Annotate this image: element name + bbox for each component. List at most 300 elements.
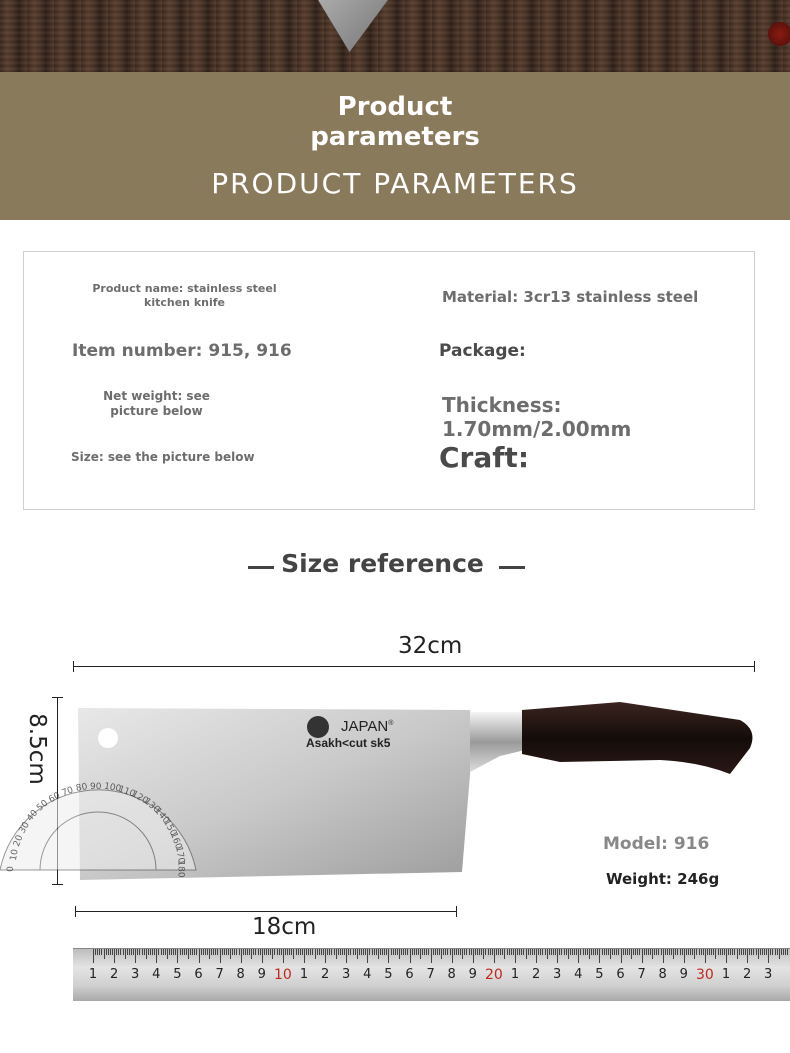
ruler-tick — [154, 949, 155, 955]
ruler-tick — [274, 949, 275, 955]
ruler-tick — [599, 949, 600, 963]
ruler-tick — [639, 949, 640, 955]
spice-image — [768, 22, 790, 46]
banner-title-line2: parameters — [310, 122, 480, 152]
ruler-tick — [454, 949, 455, 955]
ruler-tick — [317, 949, 318, 955]
ruler-tick — [384, 949, 385, 955]
ruler-tick — [680, 949, 681, 955]
ruler-tick — [464, 949, 465, 955]
ruler-tick — [262, 949, 263, 963]
ruler-tick — [137, 949, 138, 955]
ruler-tick — [249, 949, 250, 955]
ruler-tick — [439, 949, 440, 955]
ruler-tick — [285, 949, 286, 955]
ruler-tick — [268, 949, 269, 955]
ruler-tick — [192, 949, 193, 955]
ruler-number: 1 — [721, 967, 731, 982]
ruler-number: 8 — [658, 967, 667, 982]
ruler-tick — [135, 949, 136, 963]
ruler-number: 7 — [426, 967, 435, 982]
ruler-tick — [534, 949, 535, 955]
ruler-number: 6 — [616, 967, 625, 982]
ruler-number: 2 — [109, 967, 119, 982]
ruler-tick — [485, 949, 486, 955]
ruler-tick — [703, 949, 704, 955]
blade-height-label: 8.5cm — [24, 713, 50, 785]
ruler-number: 1 — [88, 967, 98, 982]
ruler-tick — [258, 949, 259, 955]
ruler-tick — [749, 949, 750, 955]
handle-shape — [522, 702, 752, 774]
ruler-number: 6 — [194, 967, 203, 982]
banner-subtitle: PRODUCT PARAMETERS — [211, 167, 579, 200]
ruler-tick — [709, 949, 710, 955]
ruler-tick — [443, 949, 444, 955]
ruler-tick — [772, 949, 773, 955]
ruler-tick — [291, 949, 292, 955]
ruler-number: 5 — [595, 967, 604, 982]
ruler-tick — [129, 949, 130, 955]
protractor-number: 20 — [12, 833, 26, 849]
ruler-tick — [466, 949, 467, 955]
ruler-tick — [667, 949, 668, 955]
ruler-tick — [296, 949, 297, 955]
ruler-tick — [101, 949, 102, 955]
ruler-tick — [418, 949, 419, 955]
ruler-tick — [334, 949, 335, 955]
ruler-tick — [426, 949, 427, 955]
knife-engraving: Asakh<cut sk5 — [306, 736, 391, 750]
ruler-tick — [644, 949, 645, 955]
ruler-tick — [433, 949, 434, 955]
ruler-tick — [549, 949, 550, 955]
ruler-number: 20 — [484, 967, 503, 983]
protractor-number: 150 — [160, 818, 179, 838]
ruler-tick — [95, 949, 96, 955]
ruler-tick — [186, 949, 187, 955]
ruler-tick — [762, 949, 763, 955]
total-length-cap-left — [73, 661, 74, 672]
net-weight: Net weight: see picture below — [103, 389, 210, 418]
ruler-tick — [194, 949, 195, 955]
ruler-tick — [397, 949, 398, 955]
ruler-tick — [447, 949, 448, 955]
protractor-number: 170 — [172, 845, 186, 865]
ruler-tick — [734, 949, 735, 955]
ruler-tick — [363, 949, 364, 955]
ruler-tick — [722, 949, 723, 955]
ruler-tick — [483, 949, 484, 959]
ruler-tick — [211, 949, 212, 955]
ruler-tick — [650, 949, 651, 955]
ruler-tick — [745, 949, 746, 955]
ruler-tick — [125, 949, 126, 959]
ruler-tick — [167, 949, 168, 959]
ruler-tick — [243, 949, 244, 955]
ruler-tick — [728, 949, 729, 955]
ruler-number: 8 — [447, 967, 456, 982]
ruler-tick — [593, 949, 594, 955]
total-length-line — [73, 666, 755, 667]
knife-model: Model: 916 — [603, 834, 710, 854]
ruler-tick — [625, 949, 626, 955]
ruler-tick — [120, 949, 121, 955]
ruler-tick — [133, 949, 134, 955]
protractor-number: 100 — [103, 781, 123, 795]
ruler-tick — [496, 949, 497, 955]
ruler-tick — [293, 949, 294, 959]
protractor-number: 50 — [35, 798, 51, 814]
ruler-tick — [298, 949, 299, 955]
ruler-tick — [158, 949, 159, 955]
ruler-tick — [642, 949, 643, 963]
ruler-tick — [230, 949, 231, 959]
ruler-tick — [770, 949, 771, 955]
protractor-number: 40 — [25, 808, 41, 824]
ruler-tick — [207, 949, 208, 955]
ruler-tick — [272, 949, 273, 959]
protractor-number: 130 — [141, 796, 162, 816]
ruler-tick — [150, 949, 151, 955]
ruler-tick — [182, 949, 183, 955]
ruler-tick — [300, 949, 301, 955]
ruler-tick — [730, 949, 731, 955]
ruler-tick — [538, 949, 539, 955]
ruler-tick — [646, 949, 647, 955]
ruler-tick — [747, 949, 748, 963]
ruler-tick — [114, 949, 115, 963]
ruler-tick — [236, 949, 237, 955]
ruler-tick — [623, 949, 624, 955]
ruler-tick — [108, 949, 109, 955]
ruler-tick — [564, 949, 565, 955]
ruler-tick — [220, 949, 221, 963]
ruler-tick — [498, 949, 499, 955]
ruler-tick — [171, 949, 172, 955]
ruler-tick — [386, 949, 387, 955]
ruler-tick — [142, 949, 143, 955]
ruler-number: 9 — [468, 967, 477, 982]
ruler-tick — [346, 949, 347, 963]
ruler-tick — [277, 949, 278, 955]
ruler-tick — [768, 949, 769, 963]
ruler-tick — [199, 949, 200, 963]
ruler-tick — [420, 949, 421, 959]
ruler-tick — [395, 949, 396, 955]
ruler-number: 4 — [363, 967, 372, 982]
ruler-tick — [331, 949, 332, 955]
protractor-number: 160 — [168, 831, 184, 851]
protractor-number: 30 — [17, 820, 32, 836]
ruler-tick — [787, 949, 788, 955]
ruler-tick — [327, 949, 328, 955]
ruler-tick — [572, 949, 573, 955]
ruler-tick — [555, 949, 556, 955]
ruler-tick — [688, 949, 689, 955]
ruler-tick — [654, 949, 655, 955]
ruler-tick — [118, 949, 119, 955]
ruler-tick — [536, 949, 537, 963]
ruler-tick — [764, 949, 765, 955]
ruler-tick — [169, 949, 170, 955]
ruler-number: 1 — [299, 967, 309, 982]
ruler-tick — [281, 949, 282, 955]
ruler-tick — [217, 949, 218, 955]
ruler-tick — [523, 949, 524, 955]
ruler-tick — [627, 949, 628, 955]
ruler-tick — [393, 949, 394, 955]
size-reference-heading — [0, 548, 790, 584]
ruler-tick — [156, 949, 157, 963]
ruler-tick — [671, 949, 672, 955]
right-dash — [499, 566, 525, 569]
ruler-number: 2 — [742, 967, 752, 982]
ruler-tick — [414, 949, 415, 955]
ruler-tick — [424, 949, 425, 955]
ruler-tick — [266, 949, 267, 955]
ruler-number: 6 — [405, 967, 414, 982]
ruler-tick — [374, 949, 375, 955]
ruler-tick — [542, 949, 543, 955]
ruler-tick — [123, 949, 124, 955]
ruler-tick — [388, 949, 389, 963]
ruler-tick — [310, 949, 311, 955]
ruler-tick — [148, 949, 149, 955]
ruler-tick — [260, 949, 261, 955]
wood-grain — [0, 0, 790, 72]
ruler-tick — [502, 949, 503, 955]
ruler-tick — [500, 949, 501, 955]
ruler-tick — [315, 949, 316, 959]
ruler-number: 3 — [342, 967, 351, 982]
brand-name — [341, 718, 393, 735]
ruler-tick — [325, 949, 326, 963]
ruler-tick — [264, 949, 265, 955]
ruler-tick — [270, 949, 271, 955]
ruler-tick — [279, 949, 280, 955]
blade-length-cap-left — [75, 906, 76, 917]
ruler-tick — [576, 949, 577, 955]
ruler-tick — [382, 949, 383, 955]
protractor-number: 80 — [74, 782, 88, 795]
ruler-tick — [616, 949, 617, 955]
ruler-tick — [692, 949, 693, 955]
ruler-number: 2 — [531, 967, 541, 982]
ruler-tick — [677, 949, 678, 955]
ruler-tick — [559, 949, 560, 955]
ruler-tick — [585, 949, 586, 955]
ruler-tick — [289, 949, 290, 955]
ruler-tick — [407, 949, 408, 955]
ruler-tick — [112, 949, 113, 955]
ruler-tick — [139, 949, 140, 955]
ruler-tick — [203, 949, 204, 955]
protractor-number: 10 — [9, 848, 21, 862]
ruler-tick — [566, 949, 567, 955]
ruler-tick — [431, 949, 432, 963]
ruler-tick — [652, 949, 653, 959]
ruler-number: 30 — [695, 967, 714, 983]
ruler-tick — [578, 949, 579, 963]
ruler-tick — [665, 949, 666, 955]
ruler-tick — [251, 949, 252, 959]
ruler-number: 3 — [131, 967, 140, 982]
knife-weight: Weight: 246g — [606, 870, 720, 888]
ruler-tick — [724, 949, 725, 955]
ruler-tick — [321, 949, 322, 955]
ruler-tick — [669, 949, 670, 955]
ruler-tick — [188, 949, 189, 959]
banner-title-line1: Product — [337, 92, 453, 122]
ruler-tick — [513, 949, 514, 955]
ruler-tick — [336, 949, 337, 959]
ruler-tick — [152, 949, 153, 955]
ruler-tick — [528, 949, 529, 955]
item-number: Item number: 915, 916 — [72, 341, 292, 361]
protractor-number: 140 — [152, 806, 171, 827]
ruler-tick — [583, 949, 584, 955]
ruler-tick — [661, 949, 662, 955]
protractor-number: 120 — [129, 789, 150, 807]
registered-mark: ® — [388, 720, 394, 727]
ruler-tick — [180, 949, 181, 955]
ruler-tick — [175, 949, 176, 955]
protractor-number: 90 — [90, 782, 102, 792]
ruler-tick — [359, 949, 360, 955]
ruler-tick — [344, 949, 345, 955]
ruler-number: 7 — [637, 967, 646, 982]
ruler-tick — [450, 949, 451, 955]
ruler-tick — [228, 949, 229, 955]
ruler-tick — [553, 949, 554, 955]
ruler-tick — [462, 949, 463, 959]
ruler-tick — [144, 949, 145, 955]
ruler-tick — [163, 949, 164, 955]
ruler-tick — [312, 949, 313, 955]
ruler-tick — [161, 949, 162, 955]
brand-logo-icon — [307, 716, 329, 738]
ruler-tick — [184, 949, 185, 955]
ruler-tick — [629, 949, 630, 955]
ruler-tick — [711, 949, 712, 955]
size: Size: see the picture below — [71, 450, 255, 464]
ruler-tick — [684, 949, 685, 963]
blade-length-line — [75, 911, 456, 912]
ruler-tick — [479, 949, 480, 955]
ruler-tick — [340, 949, 341, 955]
ruler-tick — [686, 949, 687, 955]
ruler-number: 5 — [384, 967, 393, 982]
ruler-tick — [758, 949, 759, 959]
total-length-cap-right — [754, 661, 755, 672]
ruler-number: 9 — [679, 967, 688, 982]
parameters-box — [23, 251, 755, 510]
product-name: Product name: stainless steel kitchen knife — [92, 282, 277, 309]
ruler-tick — [779, 949, 780, 959]
ruler-tick — [99, 949, 100, 955]
ruler-tick — [561, 949, 562, 955]
ruler-tick — [658, 949, 659, 955]
protractor-number: 180 — [175, 860, 186, 878]
ruler-tick — [127, 949, 128, 955]
ruler-tick — [196, 949, 197, 955]
ruler-tick — [412, 949, 413, 955]
ruler-tick — [350, 949, 351, 955]
ruler-tick — [715, 949, 716, 959]
protractor-number: 70 — [60, 785, 75, 799]
ruler-tick — [743, 949, 744, 955]
ruler-tick — [456, 949, 457, 955]
ruler-tick — [656, 949, 657, 955]
ruler-tick — [329, 949, 330, 955]
ruler-tick — [410, 949, 411, 963]
ruler-tick — [306, 949, 307, 955]
ruler-tick — [701, 949, 702, 955]
ruler-tick — [348, 949, 349, 955]
ruler-tick — [530, 949, 531, 955]
ruler-tick — [545, 949, 546, 955]
ruler-tick — [222, 949, 223, 955]
ruler-tick — [241, 949, 242, 963]
ruler-tick — [732, 949, 733, 955]
ruler-tick — [469, 949, 470, 955]
ruler-tick — [283, 949, 284, 963]
ruler-tick — [376, 949, 377, 955]
ruler-tick — [675, 949, 676, 955]
ruler-tick — [621, 949, 622, 963]
brand-name-text: JAPAN — [341, 718, 389, 735]
ruler-tick — [428, 949, 429, 955]
ruler-tick — [663, 949, 664, 963]
ruler-tick — [97, 949, 98, 955]
craft: Craft: — [439, 441, 530, 474]
ruler-tick — [737, 949, 738, 959]
ruler-tick — [785, 949, 786, 955]
ruler-tick — [557, 949, 558, 963]
ruler-tick — [255, 949, 256, 955]
ruler-tick — [239, 949, 240, 955]
blade-length-label: 18cm — [252, 914, 317, 940]
ruler-tick — [378, 949, 379, 959]
ruler-tick — [521, 949, 522, 955]
ruler-tick — [253, 949, 254, 955]
ruler-tick — [614, 949, 615, 955]
ruler-tick — [602, 949, 603, 955]
ruler-tick — [357, 949, 358, 959]
ruler-tick — [342, 949, 343, 955]
ruler-tick — [504, 949, 505, 959]
total-length-label: 32cm — [398, 633, 463, 659]
size-reference-title: Size reference — [281, 549, 484, 578]
ruler-tick — [753, 949, 754, 955]
ruler-tick — [515, 949, 516, 963]
ruler-tick — [372, 949, 373, 955]
ruler-tick — [475, 949, 476, 955]
ruler-tick — [606, 949, 607, 955]
ruler-tick — [781, 949, 782, 955]
ruler-tick — [608, 949, 609, 955]
ruler-tick — [477, 949, 478, 955]
ruler-tick — [405, 949, 406, 955]
ruler-tick — [705, 949, 706, 963]
ruler-tick — [718, 949, 719, 955]
ruler-tick — [441, 949, 442, 959]
ruler-tick — [213, 949, 214, 955]
ruler-tick — [492, 949, 493, 955]
protractor-number: 110 — [116, 784, 137, 800]
ruler-tick — [104, 949, 105, 959]
